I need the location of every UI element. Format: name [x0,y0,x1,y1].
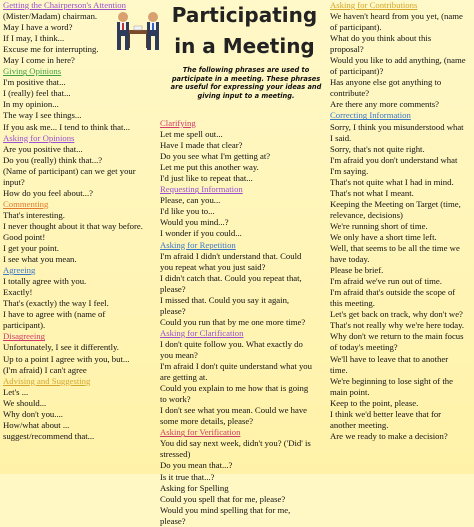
phrase: I'm saying. [330,165,369,176]
phrase: I don't quite follow you. What exactly do [160,338,303,349]
phrase: Sorry, I think you misunderstood what [330,121,464,132]
meeting-icon [112,8,164,54]
phrase: Please be brief. [330,265,384,276]
phrase: Could you explain to me how that is going [160,383,309,394]
phrase: I'd like you to... [160,206,215,217]
phrase: Let me spell out... [160,129,223,140]
phrase: I'm afraid I didn't understand that. Could [160,250,302,261]
phrase: In my opinion... [3,99,59,110]
phrase: Why don't you.... [3,408,63,419]
phrase: I'm afraid I don't quite understand what you [160,361,312,372]
phrase: You did say next week, didn't you? ('Did' is [160,438,311,449]
phrase: to work? [160,394,191,405]
phrase: What do you think about this [330,33,432,44]
phrase: please? [160,283,186,294]
phrase: you repeat what you just said? [160,261,266,272]
heading-asking-repetition: Asking for Repetition [160,239,236,250]
phrase: We're beginning to lose sight of the [330,375,453,386]
phrase: I'm afraid we've run out of time. [330,276,442,287]
left-column [3,0,163,442]
heading-correcting-information: Correcting Information [330,110,411,121]
phrase: That's interesting. [3,209,65,220]
phrase: you mean? [160,349,198,360]
phrase: Do you see what I'm getting at? [160,151,271,162]
phrase: Let's get back on track, why don't we? [330,309,463,320]
phrase: Exactly! [3,287,33,298]
phrase: are getting at. [160,372,208,383]
phrase: suggest/recommend that... [3,430,95,441]
phrase: Let's ... [3,386,29,397]
phrase: this meeting. [330,298,375,309]
phrase: I'm positive that... [3,77,66,88]
phrase: have today. [330,254,370,265]
phrase: Please, can you... [160,195,221,206]
phrase: We're running short of time. [330,220,428,231]
phrase: Sorry, that's not quite right. [330,143,425,154]
phrase: of participant). [330,22,382,33]
phrase: Let me put this another way. [160,162,259,173]
phrase: I'm afraid you don't understand what [330,154,458,165]
phrase: I get your point. [3,243,59,254]
phrase: Unfortunately, I see it differently. [3,342,119,353]
phrase: time. [330,364,348,375]
phrase: I'd just like to repeat that... [160,173,253,184]
heading-agreeing: Agreeing [3,265,36,276]
heading-asking-contributions: Asking for Contributions [330,0,418,10]
phrase: Could you spell that for me, please? [160,493,286,504]
phrase: If I may, I think... [3,33,65,44]
phrase: Good point! [3,231,46,242]
right-column [330,0,472,442]
phrase: contribute? [330,88,370,99]
phrase: Keep to the point, please. [330,397,419,408]
phrase: I'm afraid that's outside the scope of [330,287,456,298]
phrase: That's not what I meant. [330,187,414,198]
phrase: input? [3,176,25,187]
phrase: May I have a word? [3,22,73,33]
heading-giving-opinions: Giving Opinions [3,66,62,77]
phrase: If you ask me... I tend to think that... [3,121,130,132]
phrase: please? [160,515,186,526]
phrase: some more details, please? [160,416,254,427]
phrase: I totally agree with you. [3,276,87,287]
phrase: of today's meeting? [330,342,398,353]
heading-clarifying: Clarifying [160,118,196,128]
intro-text: The following phrases are used to participate in a meeting. These phrases are useful for expressing your ideas and giving input to a meeting. [170,66,322,100]
phrase: Well, that seems to be all the time we [330,243,460,254]
title-line-2: in a Meeting [174,34,315,58]
title-line-1: Participating [171,3,318,27]
heading-asking-clarification: Asking for Clarification [160,327,244,338]
phrase: Would you like to add anything, (name [330,55,466,66]
phrase: participant). [3,320,46,331]
phrase: I missed that. Could you say it again, [160,294,290,305]
phrase: We only have a short time left. [330,231,437,242]
heading-asking-verification: Asking for Verification [160,427,241,438]
phrase: please? [160,305,186,316]
heading-asking-opinions: Asking for Opinions [3,132,75,143]
phrase: relevance, decisions) [330,209,403,220]
phrase: I didn't catch that. Could you repeat that, [160,272,302,283]
phrase: Keeping the Meeting on Target (time, [330,198,461,209]
phrase: I (really) feel that... [3,88,71,99]
phrase: We haven't heard from you yet, (name [330,11,463,22]
phrase: Would you mind spelling that for me, [160,504,291,515]
heading-commenting: Commenting [3,198,49,209]
phrase: That's not really why we're here today. [330,320,465,331]
phrase: of participant)? [330,66,384,77]
phrase: I wonder if you could... [160,228,242,239]
phrase: How/what about ... [3,419,70,430]
heading-chairperson-attention: Getting the Chairperson's Attention [3,0,126,10]
phrase: (I'm afraid) I can't agree [3,364,87,375]
phrase: We'll have to leave that to another [330,353,449,364]
phrase: Why don't we return to the main focus [330,331,464,342]
phrase: Do you (really) think that...? [3,154,103,165]
middle-column [160,118,328,527]
phrase: I have to agree with (name of [3,309,106,320]
phrase: That's not quite what I had in mind. [330,176,454,187]
phrase: another meeting. [330,419,389,430]
phrase: main point. [330,386,370,397]
phrase: I see what you mean. [3,254,77,265]
phrase: The way I see things... [3,110,82,121]
heading-advising-suggesting: Advising and Suggesting [3,375,91,386]
phrase: I said. [330,132,352,143]
phrase: Are there any more comments? [330,99,440,110]
phrase: Up to a point I agree with you, but... [3,353,130,364]
phrase: Are we ready to make a decision? [330,430,448,441]
phrase: Would you mind...? [160,217,229,228]
phrase: We should... [3,397,47,408]
phrase: (Name of participant) can we get your [3,165,136,176]
phrase: Excuse me for interrupting. [3,44,99,55]
heading-requesting-information: Requesting Information [160,184,243,195]
phrase: Is it true that...? [160,471,215,482]
phrase: (Mister/Madam) chairman. [3,11,98,22]
phrase: proposal? [330,44,364,55]
phrase: I don't see what you mean. Could we have [160,405,308,416]
phrase: May I come in here? [3,55,75,66]
phrase: Do you mean that...? [160,460,233,471]
phrase: Are you positive that... [3,143,83,154]
phrase: Have I made that clear? [160,140,243,151]
phrase: How do you feel about...? [3,187,93,198]
phrase: That's (exactly) the way I feel. [3,298,109,309]
phrase: I never thought about it that way before. [3,220,143,231]
phrase: Has anyone else got anything to [330,77,442,88]
phrase: Could you run that by me one more time? [160,316,306,327]
heading-disagreeing: Disagreeing [3,331,45,342]
phrase: stressed) [160,449,191,460]
phrase: Asking for Spelling [160,482,229,493]
phrase: I think we'd better leave that for [330,408,442,419]
